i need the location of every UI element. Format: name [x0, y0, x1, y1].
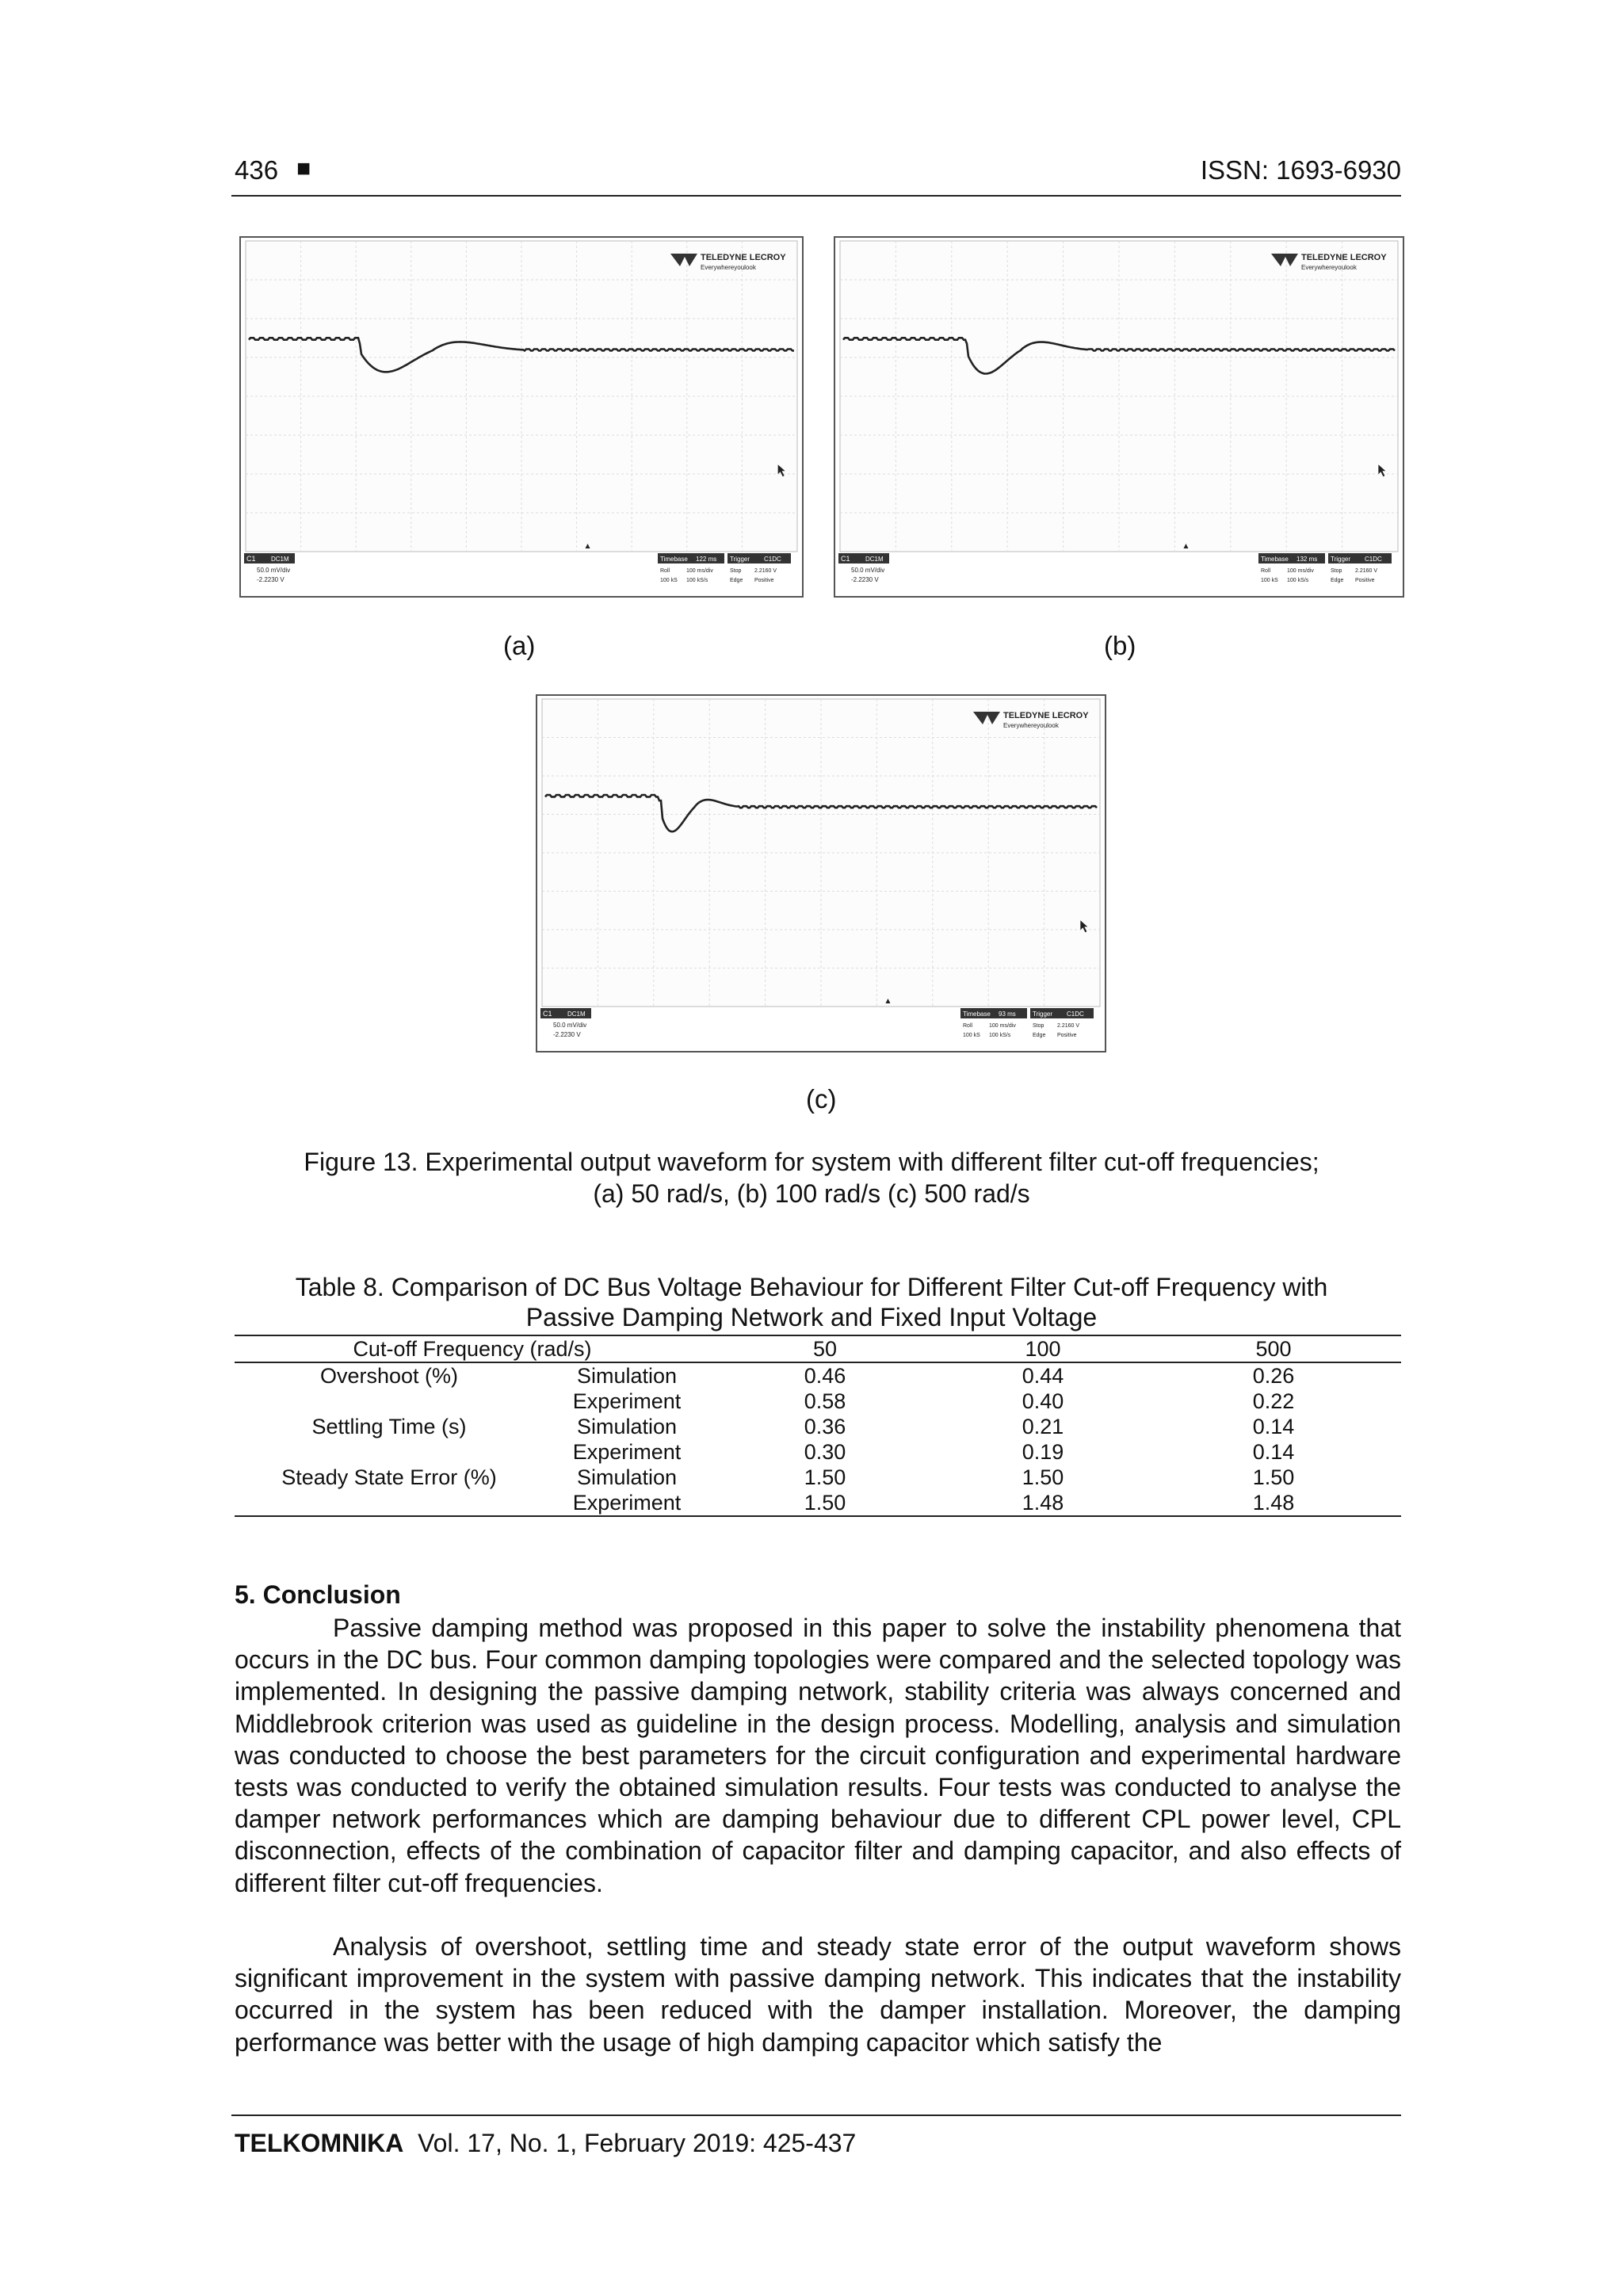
- table-cell: 0.19: [1022, 1440, 1064, 1464]
- run-state: Stop: [730, 568, 742, 574]
- timebase-title: Timebase: [1261, 556, 1289, 563]
- table-row: [235, 1490, 1401, 1516]
- timebase-title: Timebase: [963, 1010, 991, 1018]
- table-cell: Steady State Error (%): [281, 1465, 497, 1489]
- sample-rate: 100 kS/s: [686, 578, 708, 583]
- table-cell: 1.48: [1022, 1491, 1064, 1515]
- subfigure-label-a: (a): [503, 631, 536, 660]
- coupling-label: DC1M: [271, 556, 289, 563]
- footer-rule: [231, 2115, 1401, 2116]
- timebase-value: 93 ms: [999, 1010, 1016, 1018]
- acq-mode: Roll: [1261, 568, 1271, 574]
- table-cell: [235, 1439, 544, 1465]
- table-cell: 1.48: [1252, 1491, 1295, 1515]
- sample-count: 100 kS: [660, 578, 678, 583]
- trigger-mode: C1DC: [764, 556, 781, 563]
- table-cell: Simulation: [576, 1415, 678, 1438]
- brand-name: TELEDYNE LECROY: [701, 253, 786, 262]
- trigger-mode: C1DC: [1067, 1010, 1084, 1018]
- table-row: [235, 1439, 1401, 1465]
- table-row: [235, 1414, 1401, 1439]
- table-cell: 0.58: [804, 1389, 846, 1413]
- table-cell: Experiment: [572, 1440, 682, 1464]
- table-cell: 0.40: [1022, 1389, 1064, 1413]
- coupling-label: DC1M: [567, 1010, 586, 1018]
- volts-per-div: 50.0 mV/div: [851, 567, 885, 574]
- figure-caption-line1: Figure 13. Experimental output waveform for system with different filter cut-off frequencies;: [304, 1148, 1319, 1176]
- table-cell: Overshoot (%): [319, 1364, 459, 1388]
- volts-per-div: 50.0 mV/div: [553, 1022, 587, 1029]
- table-cell: 0.14: [1252, 1440, 1295, 1464]
- table-caption-line2: Passive Damping Network and Fixed Input Voltage: [525, 1303, 1098, 1331]
- sample-rate: 100 kS/s: [989, 1033, 1011, 1038]
- trigger-title: Trigger: [730, 556, 750, 563]
- table-cell: 1.50: [1252, 1465, 1295, 1489]
- issn: ISSN: 1693-6930: [1200, 155, 1401, 185]
- table-cell: 0.22: [1252, 1389, 1295, 1413]
- trigger-title: Trigger: [1331, 556, 1351, 563]
- coupling-label: DC1M: [865, 556, 884, 563]
- run-state: Stop: [1033, 1023, 1044, 1029]
- table-cell: Settling Time (s): [311, 1415, 467, 1438]
- scope-panel-c: [536, 694, 1106, 1052]
- page-number: 436: [235, 155, 279, 185]
- table-row: [235, 1465, 1401, 1490]
- subfigure-label-c: (c): [806, 1084, 837, 1114]
- trigger-type: Edge: [1331, 578, 1344, 583]
- comparison-table: [235, 1335, 1401, 1517]
- acq-mode: Roll: [660, 568, 670, 574]
- channel-offset: -2.2230 V: [851, 576, 879, 583]
- header-marker: ■: [296, 155, 311, 181]
- sample-count: 100 kS: [1261, 578, 1278, 583]
- table-cell: 0.26: [1252, 1364, 1295, 1388]
- conclusion-paragraph-2: Analysis of overshoot, settling time and steady state error of the output waveform shows significant improvement in the system with passive damping network. This indicates that the instability occurred in the system has been reduced with the damper installation. Moreover, the damping performance was better with the usage of high damping capacitor which satisfy the: [235, 1932, 1401, 2057]
- channel-offset: -2.2230 V: [553, 1031, 581, 1038]
- table-cell: Experiment: [572, 1389, 682, 1413]
- brand-name: TELEDYNE LECROY: [1003, 711, 1089, 720]
- scope-screen: [241, 238, 802, 596]
- table-cell: [235, 1490, 544, 1516]
- timebase-title: Timebase: [660, 556, 688, 563]
- trigger-level: 2.2160 V: [754, 568, 777, 574]
- trigger-level: 2.2160 V: [1355, 568, 1378, 574]
- table-cell: Simulation: [576, 1364, 678, 1388]
- figure-caption-line2: (a) 50 rad/s, (b) 100 rad/s (c) 500 rad/s: [593, 1179, 1030, 1208]
- channel-label: C1: [246, 555, 256, 563]
- brand-tagline: Everywhereyoulook: [701, 264, 756, 271]
- sample-rate: 100 kS/s: [1287, 578, 1309, 583]
- table-cell: 0.30: [804, 1440, 846, 1464]
- trigger-slope: Positive: [1355, 578, 1375, 583]
- table-cell: 0.21: [1022, 1415, 1064, 1438]
- scope-panel-b: [834, 236, 1404, 598]
- time-per-div: 100 ms/div: [1287, 568, 1314, 574]
- brand-tagline: Everywhereyoulook: [1301, 264, 1357, 271]
- trigger-type: Edge: [730, 578, 743, 583]
- journal-name: TELKOMNIKA: [235, 2129, 404, 2157]
- header-cell: 100: [1025, 1337, 1061, 1361]
- scope-panel-a: [239, 236, 804, 598]
- timebase-value: 122 ms: [696, 556, 717, 563]
- trigger-mode: C1DC: [1365, 556, 1382, 563]
- time-per-div: 100 ms/div: [989, 1023, 1016, 1029]
- subfigure-label-b: (b): [1104, 631, 1136, 660]
- trigger-title: Trigger: [1033, 1010, 1053, 1018]
- brand-tagline: Everywhereyoulook: [1003, 722, 1059, 729]
- acq-mode: Roll: [963, 1023, 973, 1029]
- volts-per-div: 50.0 mV/div: [257, 567, 291, 574]
- channel-label: C1: [543, 1010, 552, 1018]
- table-cell: Simulation: [576, 1465, 678, 1489]
- channel-label: C1: [841, 555, 850, 563]
- table-row: [235, 1362, 1401, 1389]
- channel-offset: -2.2230 V: [257, 576, 285, 583]
- trigger-slope: Positive: [754, 578, 774, 583]
- header-cell: 50: [812, 1337, 838, 1361]
- run-state: Stop: [1331, 568, 1342, 574]
- scope-screen: [835, 238, 1403, 596]
- table-cell: 1.50: [1022, 1465, 1064, 1489]
- section-heading: 5. Conclusion: [235, 1580, 401, 1609]
- scope-grid-frame: [840, 241, 1398, 552]
- sample-count: 100 kS: [963, 1033, 980, 1038]
- footer-citation: [235, 2129, 856, 2158]
- header-rule: [231, 195, 1401, 197]
- table-cell: 0.44: [1022, 1364, 1064, 1388]
- trigger-slope: Positive: [1057, 1033, 1077, 1038]
- time-per-div: 100 ms/div: [686, 568, 713, 574]
- table-cell: 0.36: [804, 1415, 846, 1438]
- table-caption-line1: Table 8. Comparison of DC Bus Voltage Behaviour for Different Filter Cut-off Frequency with: [295, 1273, 1328, 1301]
- table-cell: Experiment: [572, 1491, 682, 1515]
- table-row: [235, 1389, 1401, 1414]
- table-cell: [235, 1389, 544, 1414]
- trigger-type: Edge: [1033, 1033, 1046, 1038]
- table-cell: 0.46: [804, 1364, 846, 1388]
- table-cell: 0.14: [1252, 1415, 1295, 1438]
- timebase-value: 132 ms: [1296, 556, 1318, 563]
- table-header-row: [235, 1335, 1401, 1362]
- header-cell: Cut-off Frequency (rad/s): [353, 1337, 592, 1361]
- table-cell: 1.50: [804, 1465, 846, 1489]
- table-cell: 1.50: [804, 1491, 846, 1515]
- scope-screen: [537, 696, 1105, 1051]
- volume-info: Vol. 17, No. 1, February 2019: 425-437: [418, 2129, 857, 2157]
- trigger-level: 2.2160 V: [1057, 1023, 1080, 1029]
- brand-name: TELEDYNE LECROY: [1301, 253, 1387, 262]
- header-cell: 500: [1255, 1337, 1292, 1361]
- conclusion-paragraph-1: Passive damping method was proposed in this paper to solve the instability phenomena that occurs in the DC bus. Four common damping topologies were compared and the selected topology was implemented. In designing the passive damping network, stability criteria was always concerned and Middlebrook criterion was used as guideline in the design process. Modelling, analysis and simulation was conducted to choose the best parameters for the circuit configuration and experimental hardware tests was conducted to verify the obtained simulation results. Four tests was conducted to analyse the damper network performances which are damping behaviour due to different CPL power level, CPL disconnection, effects of the combination of capacitor filter and damping capacitor, and also effects of different filter cut-off frequencies.: [235, 1614, 1401, 1897]
